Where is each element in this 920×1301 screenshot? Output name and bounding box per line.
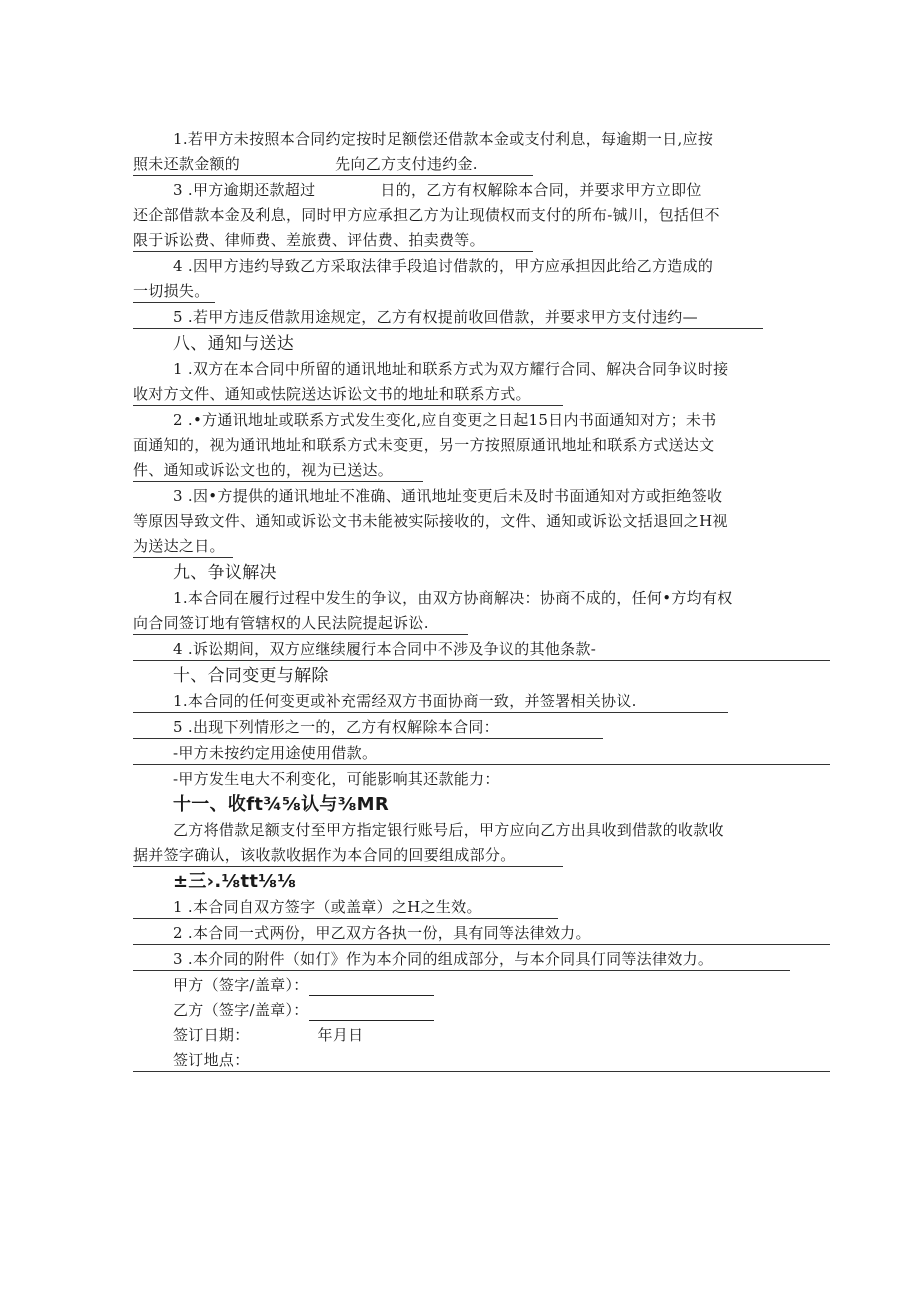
heading-text: 十、合同变更与解除 <box>173 666 329 686</box>
text: 3 .本介同的附件（如仃》作为本介同的组成部分，与本介同具仃同等法律效力。 <box>173 950 714 968</box>
clause-8-3-line-b <box>133 510 790 532</box>
clause-7-4-line-a <box>133 255 790 277</box>
clause-7-1-line-a <box>133 128 790 150</box>
text: 3 .甲方逾期还款超过 <box>173 181 316 199</box>
signature-label: 甲方（签字/盖章）： <box>173 976 309 994</box>
text: 乙方将借款足额支付至甲方指定银行账号后，甲方应向乙方出具收到借款的收款收 <box>173 821 724 839</box>
text: 1 .本合同自双方签字（或盖章）之H之生效。 <box>173 898 482 916</box>
text: -甲方发生电大不利变化，可能影响其还款能力： <box>173 770 500 788</box>
text: 照未还款金额的 <box>133 155 241 173</box>
clause-8-3-line-a <box>133 485 790 507</box>
clause-7-1-line-b <box>133 153 533 176</box>
clause-13-3 <box>133 948 790 971</box>
text: 2 .本合同一式两份，甲乙双方各执一份，具有同等法律效力。 <box>173 924 591 942</box>
text: 限于诉讼费、律师费、差旅费、评估费、拍卖费等。 <box>133 231 485 249</box>
text: 2 .•方通讯地址或联系方式发生变化,应自变更之日起15日内书面通知对方；未书 <box>173 411 717 429</box>
clause-8-3-line-c <box>133 535 233 558</box>
clause-9-1-line-a <box>133 587 790 609</box>
clause-7-3-line-c <box>133 229 533 252</box>
clause-9-4 <box>133 638 830 661</box>
text: 等原因导致文件、通知或诉讼文书未能被实际接收的，文件、通知或诉讼文括退回之H视 <box>133 512 728 530</box>
heading-text: ±三›.⅛tt⅛⅛ <box>173 871 297 892</box>
clause-7-5 <box>133 306 763 329</box>
clause-8-2-line-b <box>133 434 790 456</box>
text: 件、通知或诉讼文也的，视为已送达。 <box>133 461 394 479</box>
text: 1.若甲方未按照本合同约定按时足额偿还借款本金或支付利息，每逾期一日,应按 <box>173 130 714 148</box>
text: 1 .双方在本合同中所留的通讯地址和联系方式为双方耀行合同、解决合同争议时接 <box>173 360 729 378</box>
signing-place <box>133 1049 830 1072</box>
section-10-heading <box>133 664 790 688</box>
text: 据并签字确认，该收款收据作为本合同的回要组成部分。 <box>133 846 516 864</box>
heading-text: 八、通知与送达 <box>173 334 295 354</box>
signature-blank[interactable] <box>309 979 434 996</box>
section-11-heading <box>133 793 790 817</box>
clause-10-5 <box>133 716 603 739</box>
text: 一切损失。 <box>133 282 210 300</box>
heading-text: 十一、收ft¾⅝认与⅜MR <box>173 794 390 815</box>
text: 先向乙方支付违约金. <box>335 155 478 173</box>
section-9-heading <box>133 561 790 585</box>
clause-7-3-line-b <box>133 204 790 226</box>
text: 1.本合同的任何变更或补充需经双方书面协商一致，并签署相关协议. <box>173 692 637 710</box>
clause-10-item-a <box>133 742 830 765</box>
signature-party-b <box>133 999 790 1021</box>
text: 收对方文件、通知或怯院送达诉讼文书的地址和联系方式。 <box>133 385 531 403</box>
clause-11-line-a <box>133 819 790 841</box>
signing-date <box>133 1024 790 1046</box>
text: 面通知的，视为通讯地址和联系方式未变更，另一方按照原通讯地址和联系方式送达文 <box>133 436 715 454</box>
signature-label: 乙方（签字/盖章）： <box>173 1001 309 1019</box>
text: 还企部借款本金及利息，同时甲方应承担乙方为让现债权而支付的所布-铖川，包括但不 <box>133 206 720 224</box>
clause-8-1-line-b <box>133 383 563 406</box>
clause-13-1 <box>133 896 558 919</box>
signature-party-a <box>133 974 790 996</box>
clause-8-2-line-c <box>133 459 423 482</box>
text: 4 .因甲方违约导致乙方采取法律手段追讨借款的，甲方应承担因此给乙方造成的 <box>173 257 714 275</box>
text: 日的，乙方有权解除本合同，并要求甲方立即位 <box>380 181 702 199</box>
clause-11-line-b <box>133 844 563 867</box>
section-13-heading <box>133 870 790 894</box>
text: 向合同签订地有管辖权的人民法院提起诉讼. <box>133 614 429 632</box>
text: 5 .若甲方违反借款用途规定，乙方有权提前收回借款，并要求甲方支付违约— <box>173 308 698 326</box>
heading-text: 九、争议解决 <box>173 563 277 583</box>
signature-blank[interactable] <box>309 1004 434 1021</box>
text: 5 .出现下列情形之一的，乙方有权解除本合同： <box>173 718 499 736</box>
clause-10-item-b <box>133 768 790 790</box>
text: 1.本合同在履行过程中发生的争议，由双方协商解决：协商不成的，任何•方均有权 <box>173 589 733 607</box>
clause-9-1-line-b <box>133 612 468 635</box>
text: 为送达之日。 <box>133 537 225 555</box>
text: -甲方未按约定用途使用借款。 <box>173 744 378 762</box>
clause-8-1-line-a <box>133 358 790 380</box>
clause-13-2 <box>133 922 830 945</box>
date-label: 签订日期： <box>173 1026 250 1044</box>
contract-page <box>133 128 790 1075</box>
clause-10-1 <box>133 690 728 713</box>
clause-7-3-line-a <box>133 179 748 201</box>
clause-7-4-line-b <box>133 280 215 303</box>
clause-8-2-line-a <box>133 409 790 431</box>
place-label: 签订地点： <box>173 1051 250 1069</box>
text: 3 .因•方提供的通讯地址不准确、通讯地址变更后未及时书面通知对方或拒绝签收 <box>173 487 723 505</box>
text: 4 .诉讼期间，双方应继续履行本合同中不涉及争议的其他条款- <box>173 640 597 658</box>
date-ymd: 年月日 <box>317 1026 364 1044</box>
section-8-heading <box>133 332 790 356</box>
